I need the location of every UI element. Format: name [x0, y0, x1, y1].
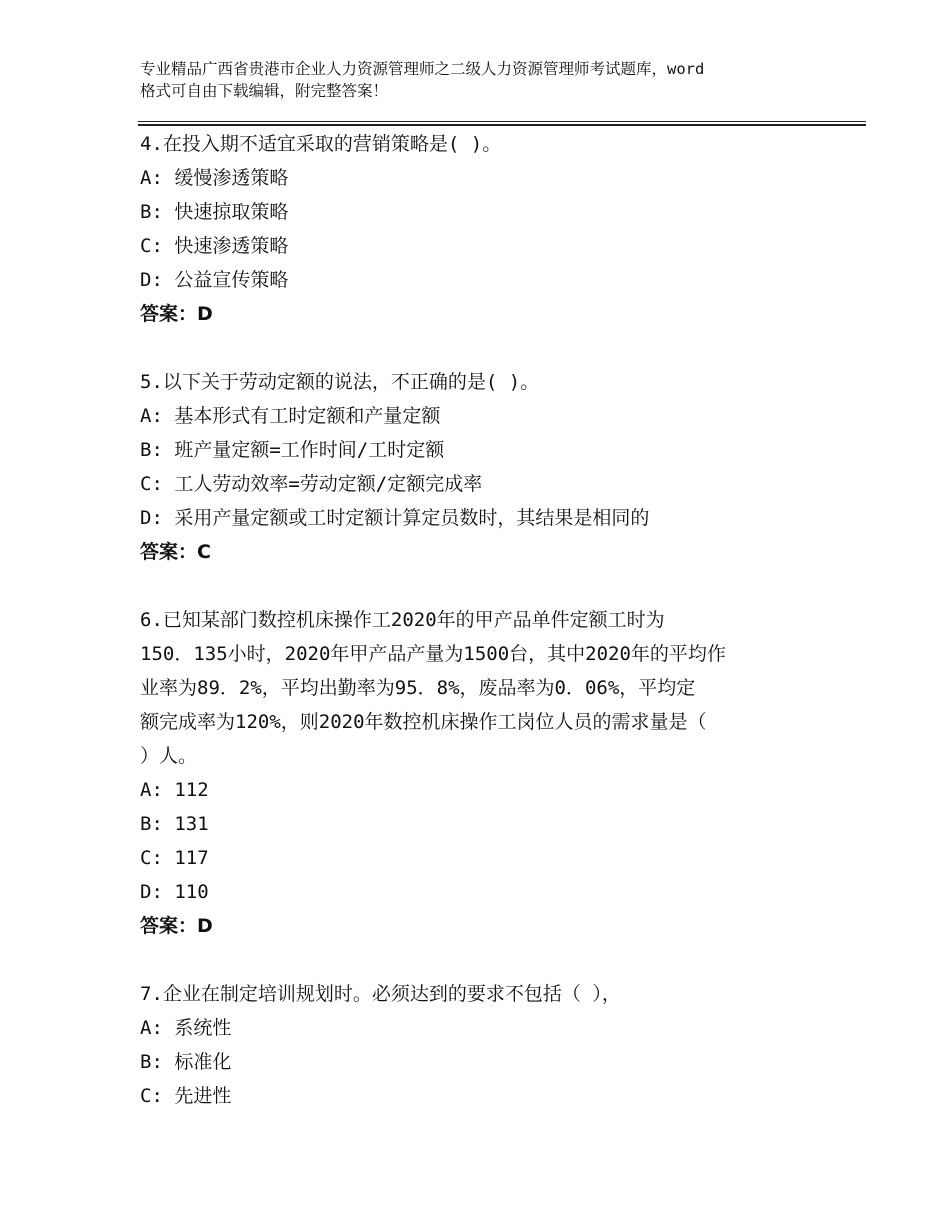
option-d: D: 采用产量定额或工时定额计算定员数时，其结果是相同的 [140, 507, 650, 529]
question-stem-line: 额完成率为120%，则2020年数控机床操作工岗位人员的需求量是（ [140, 711, 707, 733]
option-d: D: 公益宣传策略 [140, 269, 289, 291]
answer-label: 答案：C [140, 541, 211, 563]
question-stem: 5.以下关于劳动定额的说法，不正确的是( )。 [140, 371, 540, 393]
question-stem-line: 6.已知某部门数控机床操作工2020年的甲产品单件定额工时为 [140, 609, 665, 631]
option-c: C: 快速渗透策略 [140, 235, 289, 257]
spacer [140, 331, 810, 365]
question-stem: 4.在投入期不适宜采取的营销策略是( )。 [140, 133, 502, 155]
header-line-1: 专业精品广西省贵港市企业人力资源管理师之二级人力资源管理师考试题库，word [140, 60, 705, 78]
spacer [140, 569, 810, 603]
spacer [140, 943, 810, 977]
option-c: C: 117 [140, 847, 209, 869]
answer-label: 答案：D [140, 303, 213, 325]
option-c: C: 工人劳动效率=劳动定额/定额完成率 [140, 473, 483, 495]
question-6 [140, 603, 810, 943]
option-a: A: 缓慢渗透策略 [140, 167, 289, 189]
answer-label: 答案：D [140, 915, 213, 937]
question-4 [140, 127, 810, 331]
header-divider-thin [138, 121, 866, 122]
header-divider-thick [138, 124, 866, 126]
option-a: A: 系统性 [140, 1017, 232, 1039]
question-stem: 7.企业在制定培训规划时。必须达到的要求不包括（ ）， [140, 983, 621, 1005]
option-d: D: 110 [140, 881, 209, 903]
option-b: B: 班产量定额=工作时间/工时定额 [140, 439, 445, 461]
option-a: A: 112 [140, 779, 209, 801]
question-list [140, 127, 810, 1113]
option-b: B: 标准化 [140, 1051, 232, 1073]
question-stem-line: 150．135小时，2020年甲产品产量为1500台，其中2020年的平均作 [140, 643, 726, 665]
document-header [140, 58, 830, 102]
header-line-2: 格式可自由下载编辑，附完整答案！ [140, 82, 389, 100]
option-c: C: 先进性 [140, 1085, 232, 1107]
option-b: B: 快速掠取策略 [140, 201, 289, 223]
question-stem-line: 业率为89．2%，平均出勤率为95．8%，废品率为0．06%，平均定 [140, 677, 696, 699]
question-5 [140, 365, 810, 569]
option-a: A: 基本形式有工时定额和产量定额 [140, 405, 441, 427]
question-7 [140, 977, 810, 1113]
question-stem-line: ）人。 [140, 745, 198, 767]
option-b: B: 131 [140, 813, 209, 835]
